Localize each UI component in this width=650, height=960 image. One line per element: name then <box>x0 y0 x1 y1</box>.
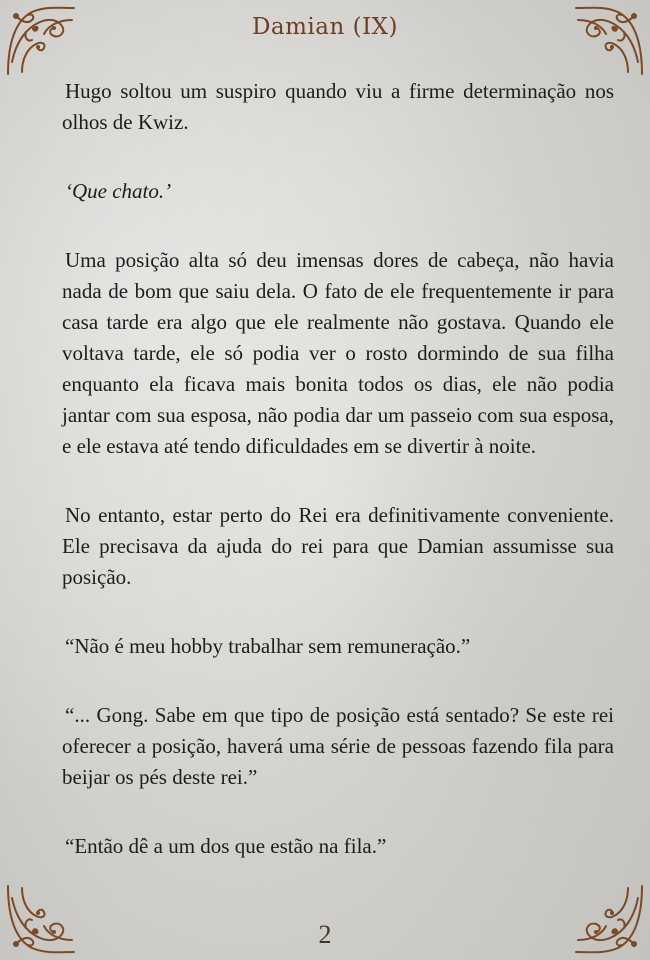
paragraph: No entanto, estar perto do Rei era definitivamente conveniente. Ele precisava da ajuda do rei para que Damian assumisse sua posição. <box>62 503 614 589</box>
body-text <box>62 76 614 900</box>
paragraph-dialogue: “Não é meu hobby trabalhar sem remuneração.” <box>65 634 471 658</box>
paragraph-thought: ‘Que chato.’ <box>65 179 172 203</box>
paragraph: Hugo soltou um suspiro quando viu a firme determinação nos olhos de Kwiz. <box>62 79 614 134</box>
paragraph-dialogue: “... Gong. Sabe em que tipo de posição está sentado? Se este rei oferecer a posição, haverá uma série de pessoas fazendo fila para beijar os pés deste rei.” <box>62 703 614 789</box>
paragraph-dialogue: “Então dê a um dos que estão na fila.” <box>65 834 387 858</box>
page-number: 2 <box>318 920 332 949</box>
paragraph: Uma posição alta só deu imensas dores de cabeça, não havia nada de bom que saiu dela. O fato de ele frequentemente ir para casa tarde era algo que ele realmente não gostava. Quando ele voltava tarde, ele só podia ver o rosto dormindo de sua filha enquanto ela ficava mais bonita todos os dias, ele não podia jantar com sua esposa, não podia dar um passeio com sua esposa, e ele estava até tendo dificuldades em se divertir à noite. <box>62 248 614 458</box>
chapter-title: Damian (IX) <box>251 14 399 40</box>
